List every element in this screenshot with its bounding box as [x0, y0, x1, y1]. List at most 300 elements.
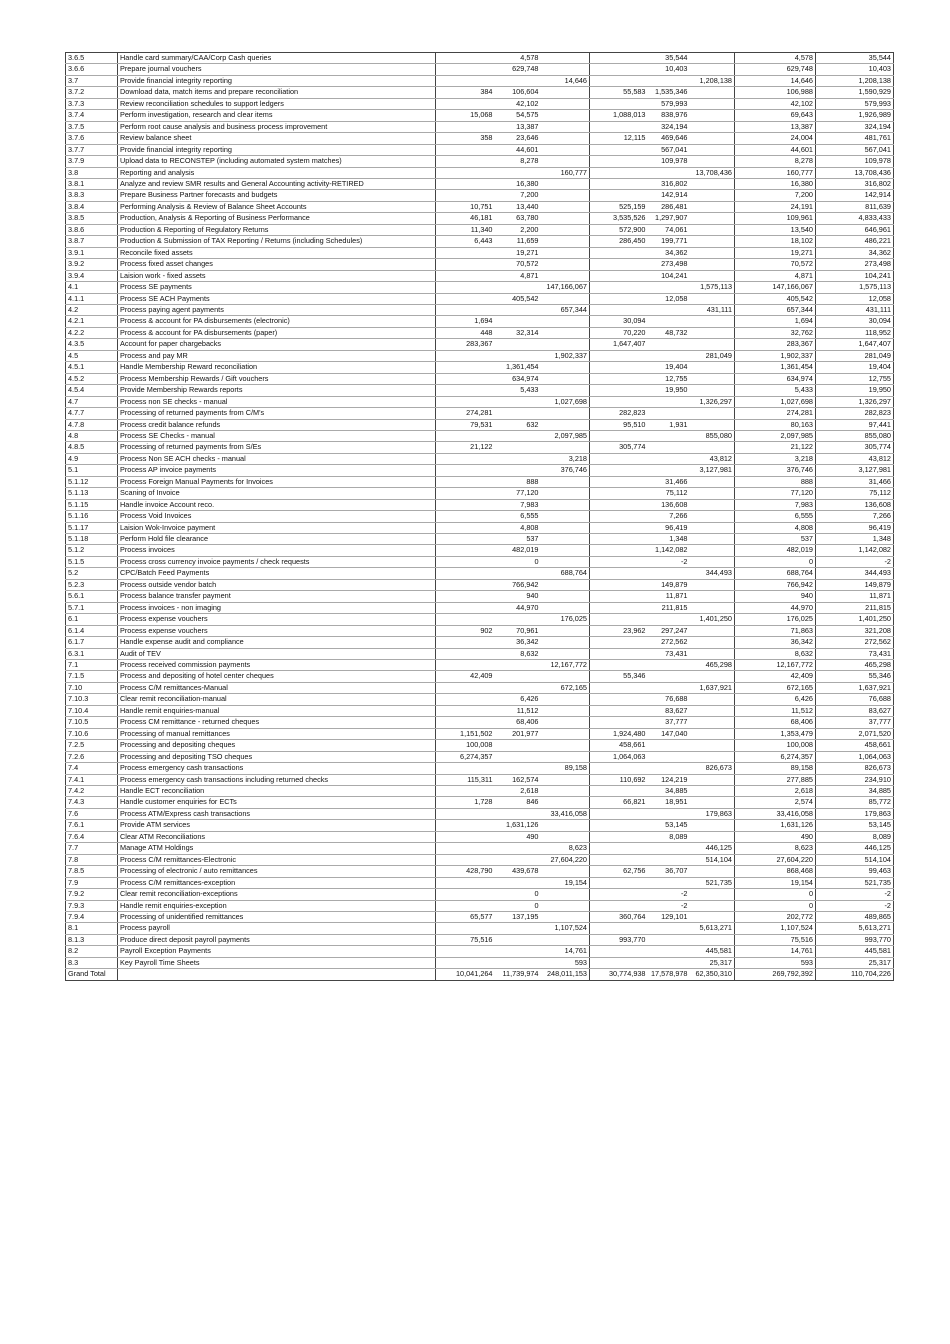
group2-col2-cell: 124,219	[648, 774, 690, 785]
process-description-cell: Process ATM/Express cash transactions	[118, 808, 436, 819]
total-col2-cell: 19,950	[816, 385, 894, 396]
process-code-cell: 6.1.4	[66, 625, 118, 636]
group1-col3-cell	[541, 545, 590, 556]
total-col1-cell: 44,970	[735, 602, 816, 613]
group2-col3-cell	[690, 602, 735, 613]
group1-col3-cell	[541, 831, 590, 842]
group2-col2-cell	[648, 946, 690, 957]
group2-col1-cell	[590, 167, 648, 178]
group1-col3-cell	[541, 408, 590, 419]
table-row	[66, 728, 894, 739]
group2-col2-cell: 579,993	[648, 98, 690, 109]
process-description-cell: Reconcile fixed assets	[118, 247, 436, 258]
group2-col2-cell: 48,732	[648, 327, 690, 338]
total-col2-cell: 99,463	[816, 866, 894, 877]
group1-col1-cell	[436, 843, 495, 854]
table-body	[66, 53, 894, 981]
table-row	[66, 831, 894, 842]
process-description-cell: Handle remit enquiries-exception	[118, 900, 436, 911]
total-col2-cell: 1,637,921	[816, 682, 894, 693]
group2-col2-cell	[648, 408, 690, 419]
total-col2-cell: 282,823	[816, 408, 894, 419]
process-code-cell: 3.7.4	[66, 110, 118, 121]
group1-col1-cell	[436, 591, 495, 602]
group1-col1-cell	[436, 694, 495, 705]
group2-col1-cell	[590, 717, 648, 728]
group1-col2-cell: 2,618	[495, 786, 541, 797]
process-description-cell	[118, 969, 436, 980]
process-code-cell: 5.1	[66, 465, 118, 476]
group2-col3-cell	[690, 236, 735, 247]
group2-col3-cell	[690, 637, 735, 648]
group1-col2-cell	[495, 568, 541, 579]
group2-col3-cell	[690, 728, 735, 739]
group1-col1-cell	[436, 831, 495, 842]
group1-col3-cell	[541, 694, 590, 705]
group2-col1-cell	[590, 923, 648, 934]
total-col2-cell: 1,926,989	[816, 110, 894, 121]
total-col1-cell: 75,516	[735, 934, 816, 945]
group1-col2-cell	[495, 350, 541, 361]
group1-col2-cell	[495, 843, 541, 854]
group2-col1-cell	[590, 694, 648, 705]
process-description-cell: Process and pay MR	[118, 350, 436, 361]
process-description-cell: Process & account for PA disbursements (electronic)	[118, 316, 436, 327]
group1-col3-cell	[541, 522, 590, 533]
group2-col2-cell	[648, 282, 690, 293]
process-description-cell: Handle Membership Reward reconciliation	[118, 362, 436, 373]
group1-col2-cell	[495, 304, 541, 315]
group1-col2-cell: 70,961	[495, 625, 541, 636]
group1-col2-cell	[495, 934, 541, 945]
group1-col2-cell: 8,278	[495, 156, 541, 167]
process-code-cell: 7.4.2	[66, 786, 118, 797]
table-row	[66, 511, 894, 522]
group2-col1-cell	[590, 282, 648, 293]
process-description-cell: Process CM remittance - returned cheques	[118, 717, 436, 728]
process-description-cell: Processing of electronic / auto remittances	[118, 866, 436, 877]
group1-col1-cell	[436, 648, 495, 659]
table-row	[66, 579, 894, 590]
total-col1-cell: 21,122	[735, 442, 816, 453]
group2-col3-cell	[690, 178, 735, 189]
process-code-cell: 7.6.4	[66, 831, 118, 842]
group1-col2-cell: 482,019	[495, 545, 541, 556]
group2-col1-cell	[590, 591, 648, 602]
group2-col1-cell	[590, 602, 648, 613]
total-col1-cell: 70,572	[735, 259, 816, 270]
total-col2-cell: 13,708,436	[816, 167, 894, 178]
group1-col1-cell: 65,577	[436, 911, 495, 922]
group2-col1-cell: 3,535,526	[590, 213, 648, 224]
total-col2-cell: 1,064,063	[816, 751, 894, 762]
group2-col3-cell: 1,401,250	[690, 614, 735, 625]
group1-col1-cell	[436, 556, 495, 567]
group2-col2-cell: 36,707	[648, 866, 690, 877]
process-code-cell: 3.8.5	[66, 213, 118, 224]
process-code-cell: 5.2	[66, 568, 118, 579]
group1-col1-cell: 42,409	[436, 671, 495, 682]
group1-col3-cell	[541, 534, 590, 545]
process-description-cell: Process SE ACH Payments	[118, 293, 436, 304]
process-code-cell: 4.1	[66, 282, 118, 293]
total-col2-cell: 321,208	[816, 625, 894, 636]
group2-col3-cell: 465,298	[690, 660, 735, 671]
group1-col2-cell: 537	[495, 534, 541, 545]
group2-col2-cell: 109,978	[648, 156, 690, 167]
group2-col1-cell	[590, 682, 648, 693]
total-col2-cell: 1,348	[816, 534, 894, 545]
group1-col3-cell: 176,025	[541, 614, 590, 625]
table-row	[66, 453, 894, 464]
total-col1-cell: 482,019	[735, 545, 816, 556]
process-code-cell: 8.3	[66, 957, 118, 968]
group1-col1-cell	[436, 682, 495, 693]
process-description-cell: Perform root cause analysis and business process improvement	[118, 121, 436, 132]
total-col1-cell: 12,167,772	[735, 660, 816, 671]
group1-col3-cell	[541, 866, 590, 877]
group1-col2-cell: 634,974	[495, 373, 541, 384]
group1-col1-cell	[436, 282, 495, 293]
process-code-cell: 3.8.4	[66, 201, 118, 212]
group2-col3-cell: 179,863	[690, 808, 735, 819]
process-description-cell: Review balance sheet	[118, 133, 436, 144]
group1-col3-cell: 160,777	[541, 167, 590, 178]
process-code-cell: 3.7.7	[66, 144, 118, 155]
process-code-cell: 7.10.3	[66, 694, 118, 705]
group2-col3-cell	[690, 740, 735, 751]
group1-col1-cell	[436, 808, 495, 819]
group2-col3-cell	[690, 751, 735, 762]
group2-col3-cell	[690, 534, 735, 545]
total-col2-cell: 446,125	[816, 843, 894, 854]
group1-col2-cell	[495, 442, 541, 453]
process-code-cell: 7.6	[66, 808, 118, 819]
group1-col2-cell: 632	[495, 419, 541, 430]
process-code-cell: 4.9	[66, 453, 118, 464]
process-code-cell: 5.1.5	[66, 556, 118, 567]
group1-col2-cell	[495, 854, 541, 865]
process-description-cell: Process payroll	[118, 923, 436, 934]
total-col1-cell: 766,942	[735, 579, 816, 590]
total-col1-cell: 14,761	[735, 946, 816, 957]
process-description-cell: Handle remit enquiries-manual	[118, 705, 436, 716]
table-row	[66, 488, 894, 499]
group1-col2-cell: 63,780	[495, 213, 541, 224]
group1-col3-cell	[541, 786, 590, 797]
total-col2-cell: 75,112	[816, 488, 894, 499]
process-description-cell: Analyze and review SMR results and General Accounting activity-RETIRED	[118, 178, 436, 189]
table-row	[66, 660, 894, 671]
process-code-cell: 5.2.3	[66, 579, 118, 590]
group2-col2-cell	[648, 671, 690, 682]
total-col1-cell: 71,863	[735, 625, 816, 636]
group2-col3-cell	[690, 316, 735, 327]
table-row	[66, 625, 894, 636]
table-row	[66, 499, 894, 510]
group1-col2-cell	[495, 660, 541, 671]
table-row	[66, 373, 894, 384]
group1-col1-cell	[436, 660, 495, 671]
total-col1-cell: 147,166,067	[735, 282, 816, 293]
group1-col3-cell	[541, 144, 590, 155]
total-col2-cell: 53,145	[816, 820, 894, 831]
group1-col1-cell	[436, 786, 495, 797]
group2-col3-cell	[690, 156, 735, 167]
total-col2-cell: 826,673	[816, 763, 894, 774]
group1-col1-cell	[436, 167, 495, 178]
group2-col1-cell	[590, 820, 648, 831]
group1-col3-cell	[541, 190, 590, 201]
group2-col1-cell: 525,159	[590, 201, 648, 212]
group2-col3-cell	[690, 797, 735, 808]
group1-col3-cell	[541, 121, 590, 132]
process-code-cell: 4.1.1	[66, 293, 118, 304]
group1-col3-cell	[541, 751, 590, 762]
total-col2-cell: 73,431	[816, 648, 894, 659]
total-col2-cell: 109,978	[816, 156, 894, 167]
group1-col2-cell: 23,646	[495, 133, 541, 144]
table-row	[66, 87, 894, 98]
total-col1-cell: 176,025	[735, 614, 816, 625]
group1-col3-cell: 3,218	[541, 453, 590, 464]
group1-col3-cell: 1,107,524	[541, 923, 590, 934]
total-col1-cell: 19,154	[735, 877, 816, 888]
table-row	[66, 717, 894, 728]
group1-col2-cell: 42,102	[495, 98, 541, 109]
table-row	[66, 53, 894, 64]
group2-col3-cell	[690, 144, 735, 155]
total-col2-cell: 149,879	[816, 579, 894, 590]
table-row	[66, 740, 894, 751]
group2-col1-cell	[590, 522, 648, 533]
group1-col1-cell	[436, 602, 495, 613]
group2-col3-cell: 446,125	[690, 843, 735, 854]
group2-col2-cell: 129,101	[648, 911, 690, 922]
group1-col1-cell: 46,181	[436, 213, 495, 224]
table-row	[66, 786, 894, 797]
total-col1-cell: 33,416,058	[735, 808, 816, 819]
group1-col2-cell: 16,380	[495, 178, 541, 189]
total-col2-cell: 486,221	[816, 236, 894, 247]
total-col2-cell: 272,562	[816, 637, 894, 648]
group1-col2-cell	[495, 453, 541, 464]
total-col2-cell: 11,871	[816, 591, 894, 602]
table-row	[66, 900, 894, 911]
table-row	[66, 133, 894, 144]
table-row	[66, 671, 894, 682]
group2-col2-cell: 76,688	[648, 694, 690, 705]
process-code-cell: 6.3.1	[66, 648, 118, 659]
group2-col2-cell	[648, 934, 690, 945]
process-description-cell: Process outside vendor batch	[118, 579, 436, 590]
group1-col2-cell: 44,970	[495, 602, 541, 613]
group1-col3-cell	[541, 511, 590, 522]
group1-col3-cell	[541, 236, 590, 247]
group1-col3-cell	[541, 671, 590, 682]
group1-col1-cell: 75,516	[436, 934, 495, 945]
process-description-cell: Prepare journal vouchers	[118, 64, 436, 75]
group2-col2-cell: 10,403	[648, 64, 690, 75]
group1-col3-cell	[541, 385, 590, 396]
total-col1-cell: 68,406	[735, 717, 816, 728]
group2-col3-cell: 855,080	[690, 430, 735, 441]
group1-col1-cell: 902	[436, 625, 495, 636]
table-row	[66, 923, 894, 934]
table-row	[66, 568, 894, 579]
table-row	[66, 224, 894, 235]
process-code-cell: 8.1.3	[66, 934, 118, 945]
group2-col1-cell	[590, 545, 648, 556]
group2-col1-cell	[590, 247, 648, 258]
process-code-cell: 3.8.6	[66, 224, 118, 235]
group1-col1-cell: 384	[436, 87, 495, 98]
table-row	[66, 946, 894, 957]
process-code-cell: 4.5.1	[66, 362, 118, 373]
process-code-cell: 6.1	[66, 614, 118, 625]
total-col1-cell: 1,361,454	[735, 362, 816, 373]
table-row	[66, 866, 894, 877]
total-col1-cell: 69,643	[735, 110, 816, 121]
group1-col1-cell: 10,751	[436, 201, 495, 212]
process-code-cell: 3.7.5	[66, 121, 118, 132]
group2-col1-cell	[590, 178, 648, 189]
group1-col2-cell: 32,314	[495, 327, 541, 338]
total-col1-cell: 1,027,698	[735, 396, 816, 407]
group2-col3-cell	[690, 831, 735, 842]
group1-col1-cell: 1,694	[436, 316, 495, 327]
total-col1-cell: 4,578	[735, 53, 816, 64]
table-row	[66, 98, 894, 109]
group2-col2-cell: 136,608	[648, 499, 690, 510]
group2-col3-cell	[690, 694, 735, 705]
group2-col2-cell: -2	[648, 556, 690, 567]
group1-col3-cell	[541, 637, 590, 648]
process-description-cell: Handle invoice Account reco.	[118, 499, 436, 510]
process-description-cell: Upload data to RECONSTEP (including automated system matches)	[118, 156, 436, 167]
group2-col3-cell	[690, 671, 735, 682]
group1-col1-cell	[436, 499, 495, 510]
group1-col3-cell	[541, 911, 590, 922]
group2-col3-cell	[690, 201, 735, 212]
table-row	[66, 282, 894, 293]
group2-col3-cell	[690, 786, 735, 797]
table-row	[66, 121, 894, 132]
total-col2-cell: 179,863	[816, 808, 894, 819]
group2-col2-cell: 272,562	[648, 637, 690, 648]
process-description-cell: Process and depositing of hotel center cheques	[118, 671, 436, 682]
group1-col1-cell	[436, 889, 495, 900]
total-col1-cell: 1,353,479	[735, 728, 816, 739]
group2-col1-cell	[590, 270, 648, 281]
total-col1-cell: 1,107,524	[735, 923, 816, 934]
group1-col1-cell	[436, 957, 495, 968]
group1-col1-cell	[436, 705, 495, 716]
group2-col2-cell: 469,646	[648, 133, 690, 144]
group1-col1-cell	[436, 465, 495, 476]
group1-col1-cell	[436, 247, 495, 258]
group2-col3-cell: 826,673	[690, 763, 735, 774]
table-row	[66, 648, 894, 659]
total-col2-cell: 76,688	[816, 694, 894, 705]
group2-col2-cell: 73,431	[648, 648, 690, 659]
total-col1-cell: 657,344	[735, 304, 816, 315]
group1-col3-cell	[541, 362, 590, 373]
group2-col1-cell: 12,115	[590, 133, 648, 144]
group2-col1-cell	[590, 350, 648, 361]
group2-col2-cell: 211,815	[648, 602, 690, 613]
table-row	[66, 957, 894, 968]
total-col2-cell: 12,755	[816, 373, 894, 384]
total-col1-cell: 24,191	[735, 201, 816, 212]
group1-col2-cell: 4,808	[495, 522, 541, 533]
process-code-cell: 7.9.3	[66, 900, 118, 911]
group1-col1-cell	[436, 75, 495, 86]
group2-col2-cell: 147,040	[648, 728, 690, 739]
group2-col1-cell	[590, 786, 648, 797]
process-code-cell: 5.1.12	[66, 476, 118, 487]
total-col1-cell: 672,165	[735, 682, 816, 693]
group2-col3-cell	[690, 625, 735, 636]
process-code-cell: 4.2	[66, 304, 118, 315]
group1-col3-cell	[541, 87, 590, 98]
process-description-cell: Payroll Exception Payments	[118, 946, 436, 957]
group2-col2-cell	[648, 682, 690, 693]
group1-col3-cell	[541, 797, 590, 808]
group2-col3-cell	[690, 327, 735, 338]
table-row	[66, 167, 894, 178]
group2-col3-cell	[690, 121, 735, 132]
group1-col1-cell	[436, 545, 495, 556]
total-col2-cell: 567,041	[816, 144, 894, 155]
total-col1-cell: 0	[735, 556, 816, 567]
process-description-cell: Perform investigation, research and clear items	[118, 110, 436, 121]
process-description-cell: Clear ATM Reconciliations	[118, 831, 436, 842]
process-code-cell: 3.6.6	[66, 64, 118, 75]
total-col1-cell: 6,426	[735, 694, 816, 705]
group1-col1-cell: 1,151,502	[436, 728, 495, 739]
table-row	[66, 190, 894, 201]
total-col2-cell: 811,639	[816, 201, 894, 212]
total-col2-cell: 324,194	[816, 121, 894, 132]
group1-col3-cell: 248,011,153	[541, 969, 590, 980]
process-code-cell: 3.8	[66, 167, 118, 178]
total-col1-cell: 19,271	[735, 247, 816, 258]
group1-col2-cell: 629,748	[495, 64, 541, 75]
group1-col3-cell	[541, 728, 590, 739]
group2-col1-cell	[590, 488, 648, 499]
group2-col1-cell	[590, 808, 648, 819]
total-col1-cell: 277,885	[735, 774, 816, 785]
table-row	[66, 430, 894, 441]
group2-col1-cell: 993,770	[590, 934, 648, 945]
group1-col3-cell: 89,158	[541, 763, 590, 774]
process-code-cell: 7.9.4	[66, 911, 118, 922]
group1-col2-cell: 13,440	[495, 201, 541, 212]
group1-col1-cell: 10,041,264	[436, 969, 495, 980]
group1-col3-cell: 19,154	[541, 877, 590, 888]
group2-col3-cell	[690, 488, 735, 499]
table-row	[66, 797, 894, 808]
process-description-cell: Key Payroll Time Sheets	[118, 957, 436, 968]
group2-col2-cell	[648, 843, 690, 854]
process-description-cell: Provide financial integrity reporting	[118, 144, 436, 155]
process-description-cell: Process C/M remittances-Manual	[118, 682, 436, 693]
group1-col3-cell	[541, 579, 590, 590]
group1-col2-cell	[495, 682, 541, 693]
group1-col3-cell	[541, 774, 590, 785]
group1-col2-cell: 2,200	[495, 224, 541, 235]
